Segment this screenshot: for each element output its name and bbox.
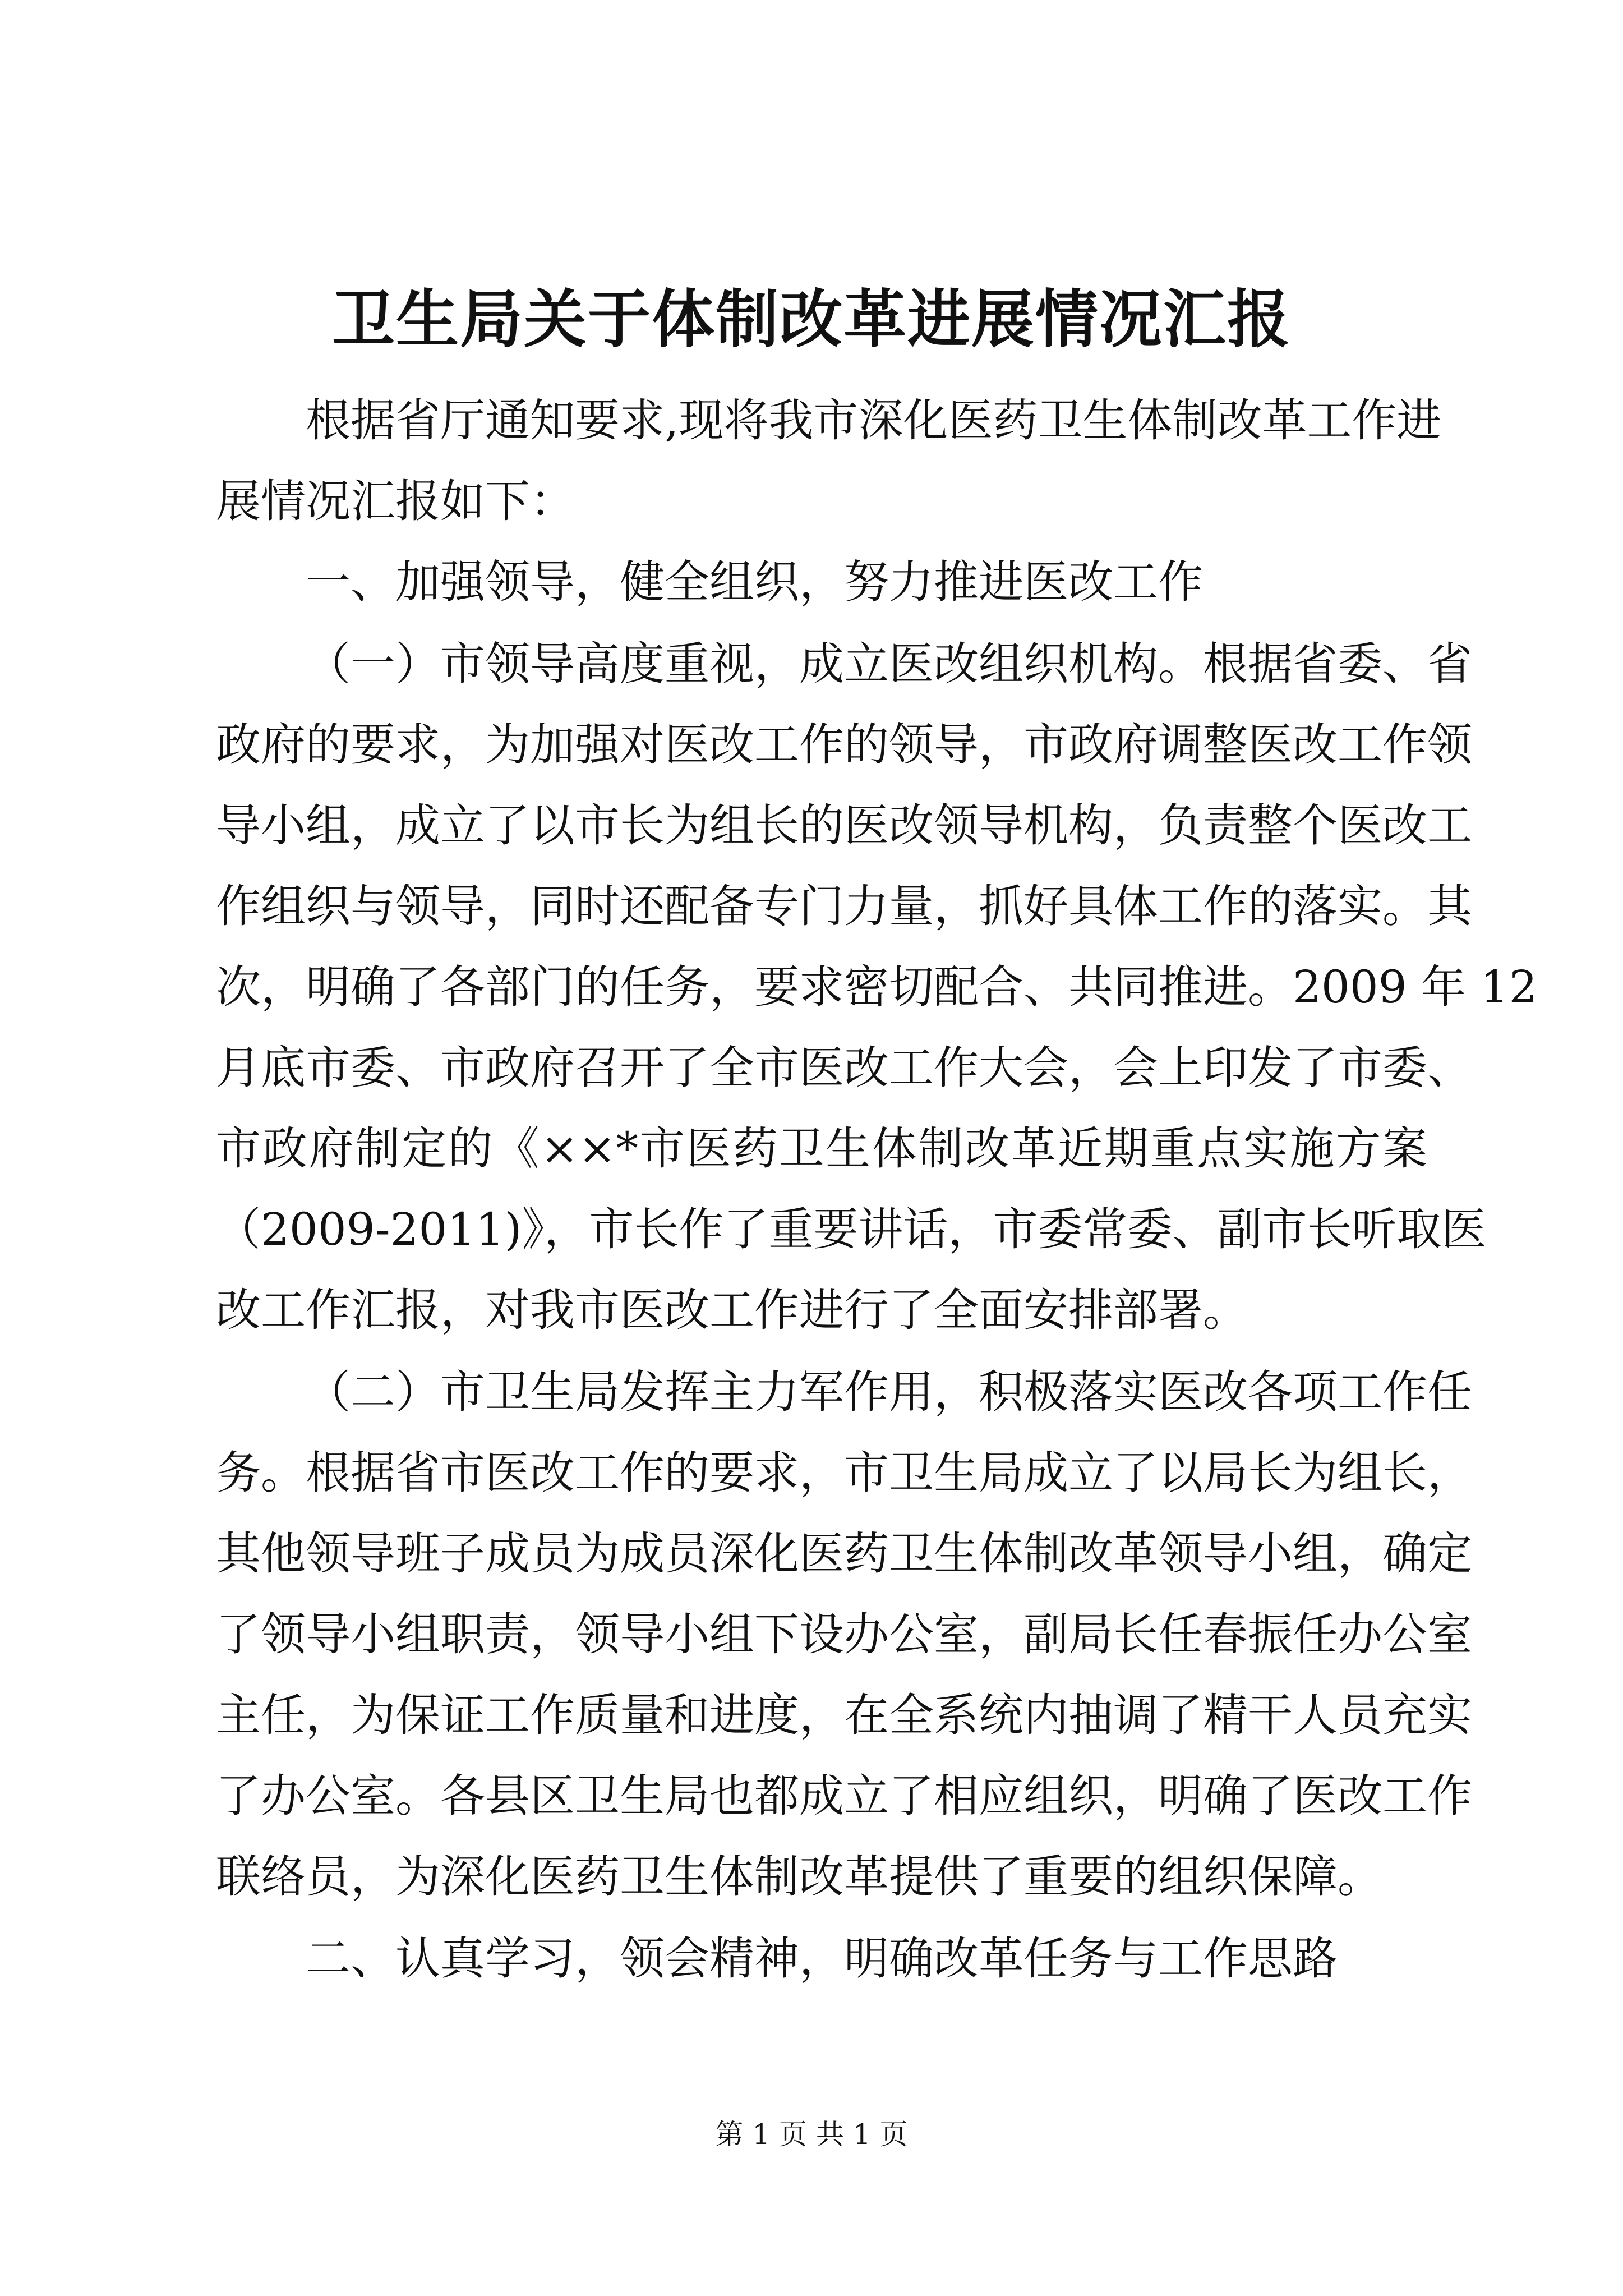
body-line-10: 市政府制定的《××*市医药卫生体制改革近期重点实施方案	[216, 1122, 1427, 1175]
body-line-1: 根据省厅通知要求,现将我市深化医药卫生体制改革工作进	[306, 394, 1442, 447]
body-line-9: 月底市委、市政府召开了全市医改工作大会，会上印发了市委、	[216, 1042, 1472, 1094]
body-line-11: （2009-2011)》，市长作了重要讲话，市委常委、副市长听取医	[216, 1203, 1487, 1255]
section-heading-1: 一、加强领导，健全组织，努力推进医改工作	[306, 556, 1203, 608]
body-line-12: 改工作汇报，对我市医改工作进行了全面安排部署。	[216, 1284, 1248, 1336]
body-line-2: 展情况汇报如下：	[216, 475, 575, 527]
body-line-13: （二）市卫生局发挥主力军作用，积极落实医改各项工作任	[306, 1366, 1472, 1418]
body-line-6: 导小组，成立了以市长为组长的医改领导机构，负责整个医改工	[216, 799, 1472, 852]
section-heading-2: 二、认真学习，领会精神，明确改革任务与工作思路	[306, 1932, 1338, 1985]
body-line-18: 了办公室。各县区卫生局也都成立了相应组织，明确了医改工作	[216, 1770, 1472, 1822]
body-line-16: 了领导小组职责，领导小组下设办公室，副局长任春振任办公室	[216, 1608, 1472, 1660]
body-line-19: 联络员，为深化医药卫生体制改革提供了重要的组织保障。	[216, 1851, 1382, 1903]
body-line-15: 其他领导班子成员为成员深化医药卫生体制改革领导小组，确定	[216, 1527, 1472, 1580]
body-line-5: 政府的要求，为加强对医改工作的领导，市政府调整医改工作领	[216, 719, 1472, 771]
body-line-8: 次，明确了各部门的任务，要求密切配合、共同推进。2009 年 12	[216, 961, 1538, 1013]
body-line-17: 主任，为保证工作质量和进度，在全系统内抽调了精干人员充实	[216, 1689, 1472, 1741]
body-line-14: 务。根据省市医改工作的要求，市卫生局成立了以局长为组长，	[216, 1447, 1472, 1499]
body-line-7: 作组织与领导，同时还配备专门力量，抓好具体工作的落实。其	[216, 880, 1472, 932]
page-footer: 第 1 页 共 1 页	[715, 2118, 908, 2151]
body-line-4: （一）市领导高度重视，成立医改组织机构。根据省委、省	[306, 638, 1472, 690]
document-title: 卫生局关于体制改革进展情况汇报	[332, 283, 1291, 356]
